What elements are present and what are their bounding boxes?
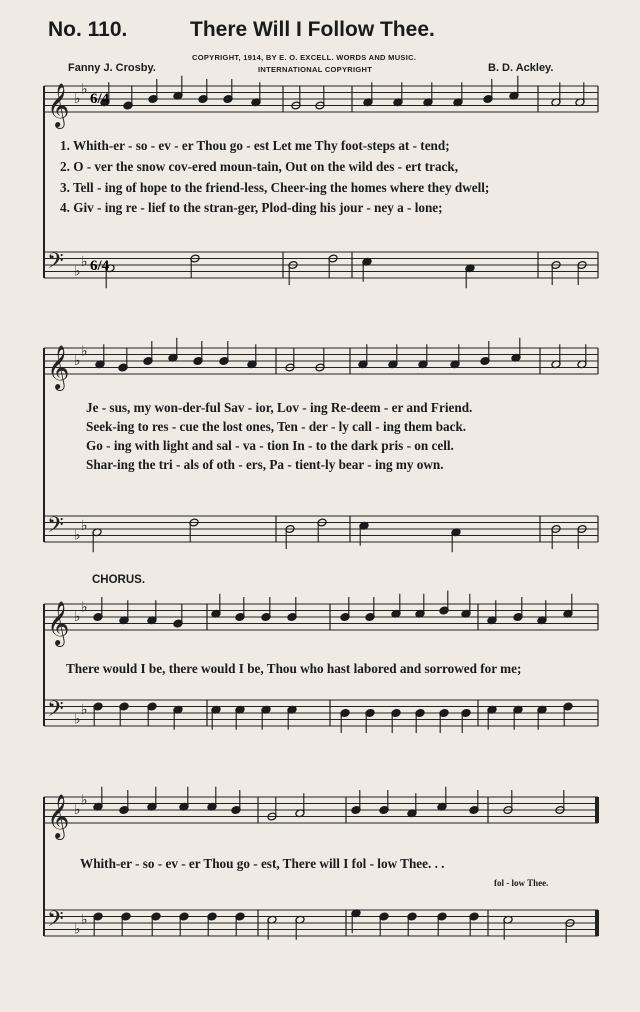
flat-icon: ♭ bbox=[74, 91, 81, 107]
verse-2-line-1: 2. O - ver the snow cov-ered moun-tain, Out on the wild des - ert track, bbox=[60, 159, 459, 174]
chorus-line-2: Whith-er - so - ev - er Thou go - est, There will I fol - low Thee. . . bbox=[80, 856, 445, 871]
chorus-alto-lyric: fol - low Thee. bbox=[494, 878, 549, 888]
bass-clef-icon: 𝄢 bbox=[47, 697, 64, 727]
verse-1-line-2: Je - sus, my won-der-ful Sav - ior, Lov - ing Re-deem - er and Friend. bbox=[86, 400, 473, 415]
bass-clef-icon: 𝄢 bbox=[47, 907, 64, 937]
chorus-line-1: There would I be, there would I be, Thou who hast labored and sorrowed for me; bbox=[66, 661, 522, 676]
composer: B. D. Ackley. bbox=[488, 62, 554, 74]
flat-icon: ♭ bbox=[74, 711, 81, 728]
chorus-label: CHORUS. bbox=[92, 574, 146, 586]
flat-icon: ♭ bbox=[81, 599, 88, 616]
treble-clef-icon: 𝄞 bbox=[47, 83, 70, 127]
final-barline bbox=[595, 797, 599, 823]
flat-icon: ♭ bbox=[74, 802, 81, 818]
verse-2-line-2: Seek-ing to res - cue the lost ones, Ten - der - ly call - ing them back. bbox=[86, 419, 467, 434]
hymn-number: No. 110. bbox=[48, 18, 128, 41]
flat-icon: ♭ bbox=[81, 701, 88, 718]
verse-3-line-1: 3. Tell - ing of hope to the friend-less, Cheer-ing the homes where they dwell; bbox=[60, 180, 490, 195]
time-signature-bass: 6/4 bbox=[90, 258, 110, 274]
flat-icon: ♭ bbox=[81, 253, 88, 270]
flat-icon: ♭ bbox=[74, 609, 81, 625]
final-barline bbox=[595, 910, 599, 936]
bass-clef-icon: 𝄢 bbox=[47, 513, 64, 543]
verse-1-line-1: 1. Whith-er - so - ev - er Thou go - est Let me Thy foot-steps at - tend; bbox=[60, 138, 450, 153]
flat-icon: ♭ bbox=[81, 911, 88, 928]
treble-clef-icon: 𝄞 bbox=[47, 794, 70, 838]
copyright-line-1: COPYRIGHT, 1914, BY E. O. EXCELL. WORDS AND MUSIC. bbox=[192, 53, 417, 62]
flat-icon: ♭ bbox=[74, 527, 81, 544]
time-signature-treble: 6/4 bbox=[90, 91, 110, 107]
flat-icon: ♭ bbox=[74, 353, 81, 369]
flat-icon: ♭ bbox=[74, 263, 81, 280]
lyricist: Fanny J. Crosby. bbox=[68, 62, 156, 74]
verse-4-line-2: Shar-ing the tri - als of oth - ers, Pa - tient-ly bear - ing my own. bbox=[86, 457, 444, 472]
flat-icon: ♭ bbox=[81, 343, 88, 360]
treble-clef-icon: 𝄞 bbox=[47, 345, 70, 389]
verse-3-line-2: Go - ing with light and sal - va - tion In - to the dark pris - on cell. bbox=[86, 438, 454, 453]
flat-icon: ♭ bbox=[81, 792, 88, 809]
bass-clef-icon: 𝄢 bbox=[47, 249, 64, 279]
flat-icon: ♭ bbox=[74, 921, 81, 938]
verse-4-line-1: 4. Giv - ing re - lief to the stran-ger, Plod-ding his jour - ney a - lone; bbox=[60, 200, 443, 215]
flat-icon: ♭ bbox=[81, 81, 88, 98]
flat-icon: ♭ bbox=[81, 517, 88, 534]
hymn-title: There Will I Follow Thee. bbox=[190, 18, 435, 41]
copyright-line-2: INTERNATIONAL COPYRIGHT bbox=[258, 65, 373, 74]
treble-clef-icon: 𝄞 bbox=[47, 601, 70, 645]
